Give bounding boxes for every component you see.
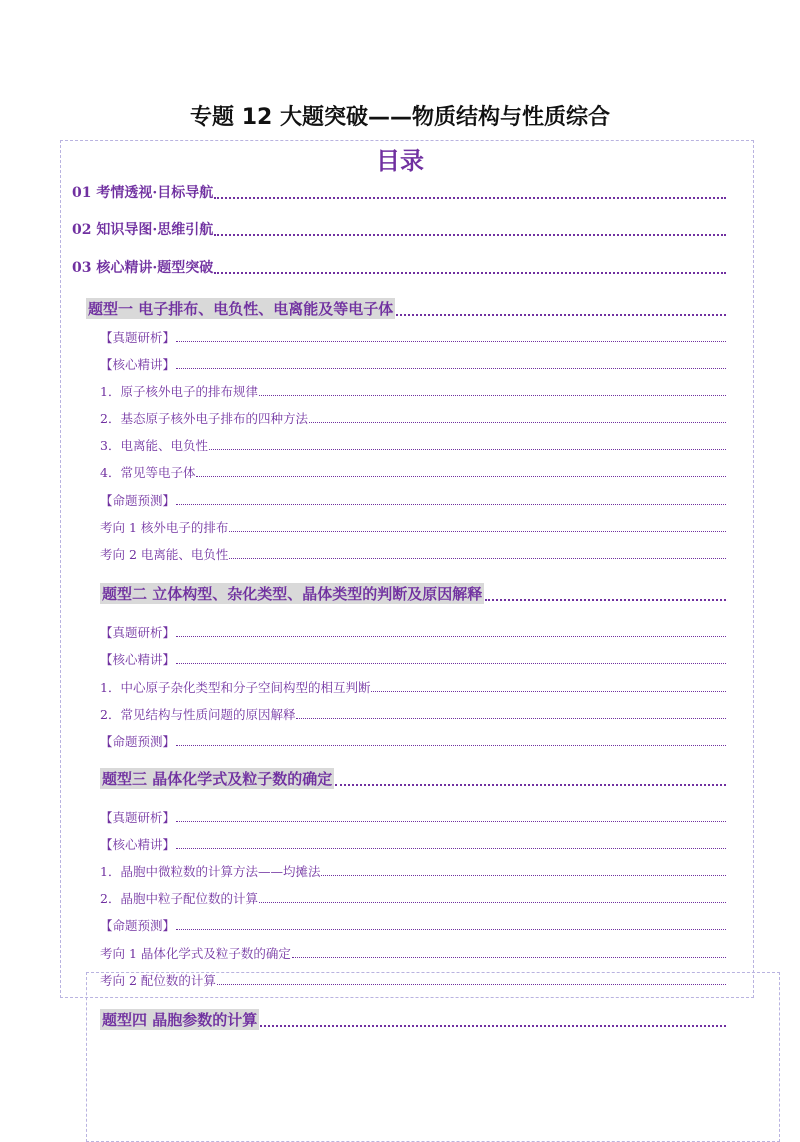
toc-item[interactable]: 考向 2 配位数的计算 (100, 969, 726, 989)
toc-item[interactable]: 2．基态原子核外电子排布的四种方法 (100, 407, 726, 427)
toc-item[interactable]: 考向 1 晶体化学式及粒子数的确定 (100, 942, 726, 962)
next-frame (86, 972, 780, 1142)
toc-item[interactable]: 3．电离能、电负性 (100, 434, 726, 454)
toc-item[interactable]: 1．原子核外电子的排布规律 (100, 380, 726, 400)
toc-section-1[interactable]: 题型一 电子排布、电负性、电离能及等电子体 (86, 297, 726, 319)
toc-section-2[interactable]: 题型二 立体构型、杂化类型、晶体类型的判断及原因解释 (100, 582, 726, 604)
toc-item[interactable]: 【命题预测】 (100, 730, 726, 750)
toc-item[interactable]: 【命题预测】 (100, 914, 726, 934)
toc-entry-core[interactable]: 03 核心精讲·题型突破 (72, 257, 726, 277)
toc-item[interactable]: 考向 2 电离能、电负性 (100, 543, 726, 563)
toc-item[interactable]: 4．常见等电子体 (100, 461, 726, 481)
toc-item[interactable]: 1．晶胞中微粒数的计算方法——均摊法 (100, 860, 726, 880)
toc-item[interactable]: 【核心精讲】 (100, 833, 726, 853)
toc-item[interactable]: 2．晶胞中粒子配位数的计算 (100, 887, 726, 907)
toc-item[interactable]: 2．常见结构与性质问题的原因解释 (100, 703, 726, 723)
toc-item[interactable]: 【真题研析】 (100, 621, 726, 641)
toc-item[interactable]: 【核心精讲】 (100, 648, 726, 668)
toc-item[interactable]: 考向 1 核外电子的排布 (100, 516, 726, 536)
toc-section-3[interactable]: 题型三 晶体化学式及粒子数的确定 (100, 767, 726, 789)
toc-item[interactable]: 【真题研析】 (100, 806, 726, 826)
page-title: 专题 12 大题突破——物质结构与性质综合 (190, 105, 610, 130)
toc-item[interactable]: 【核心精讲】 (100, 353, 726, 373)
toc-item[interactable]: 【真题研析】 (100, 326, 726, 346)
toc-item[interactable]: 1．中心原子杂化类型和分子空间构型的相互判断 (100, 676, 726, 696)
toc-entry-mindmap[interactable]: 02 知识导图·思维引航 (72, 219, 726, 239)
toc-section-4[interactable]: 题型四 晶胞参数的计算 (100, 1008, 726, 1030)
toc-heading: 目录 (376, 147, 424, 175)
toc-entry-overview[interactable]: 01 考情透视·目标导航 (72, 182, 726, 202)
toc-item[interactable]: 【命题预测】 (100, 489, 726, 509)
